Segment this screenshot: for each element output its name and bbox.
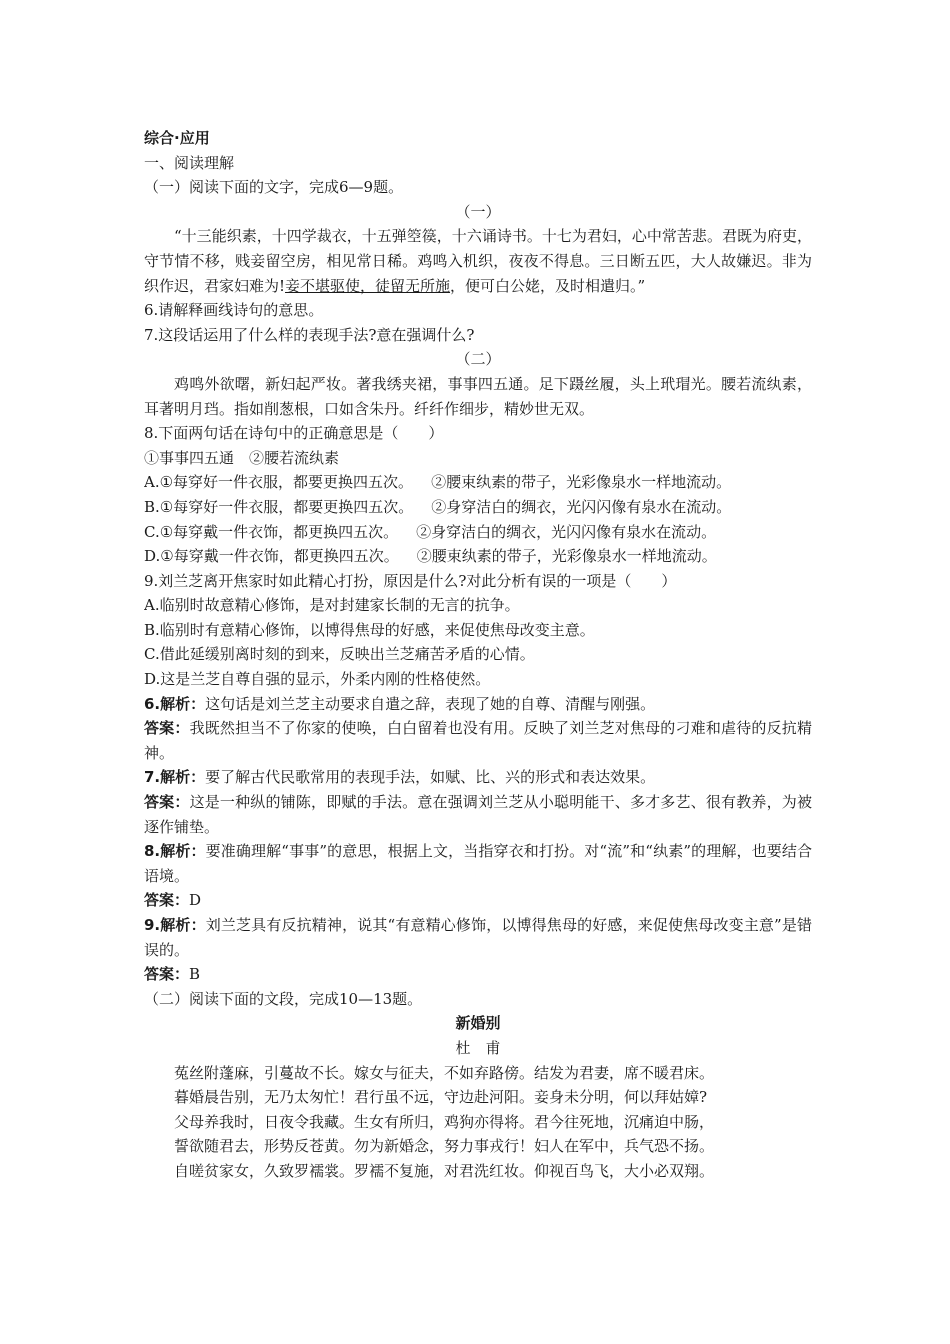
answer-9 [144, 962, 812, 987]
analysis-9-text: 刘兰芝具有反抗精神，说其“有意精心修饰，以博得焦母的好感，来促使焦母改变主意”是错误的。 [144, 916, 812, 959]
poem-line: 自嗟贫家女，久致罗襦裳。罗襦不复施，对君洗红妆。仰视百鸟飞，大小必双翔。 [174, 1161, 715, 1180]
q8-option-c-part1: C.①每穿戴一件衣饰，都更换四五次。 [144, 522, 399, 541]
q8-option-d-part1: D.①每穿戴一件衣饰，都更换四五次。 [144, 547, 399, 566]
answer-6 [144, 716, 812, 765]
group2-instruction: （二）阅读下面的文段，完成10—13题。 [144, 989, 423, 1008]
passage2-title: （二） [455, 350, 501, 369]
analysis-8 [144, 839, 812, 888]
analysis-7 [144, 765, 812, 790]
q8-option-d-part2: ②腰束纨素的带子，光彩像泉水一样地流动。 [416, 547, 717, 566]
q8-option-c-part2: ②身穿洁白的绸衣，光闪闪像有泉水在流动。 [416, 522, 717, 541]
analysis-6-text: 这句话是刘兰芝主动要求自遣之辞，表现了她的自尊、清醒与刚强。 [205, 694, 656, 713]
q8-option-b-part1: B.①每穿好一件衣服，都要更换四五次。 [144, 497, 414, 516]
analysis-7-text: 要了解古代民歌常用的表现手法，如赋、比、兴的形式和表达效果。 [205, 768, 656, 787]
underlined-verse: 妾不堪驱使，徒留无所施 [285, 276, 451, 295]
q8-option-c [144, 520, 812, 545]
q8-option-b-part2: ②身穿洁白的绸衣，光闪闪像有泉水在流动。 [431, 497, 732, 516]
answer-8-label: 答案： [144, 891, 190, 910]
passage1-text-a: “十三能织素，十四学裁衣，十五弹箜篌，十六诵诗书。十七为君妇，心中常苦悲。君既为府吏，守节情不移，贱妾留空房，相见常日稀。鸡鸣入机织，夜夜不得息。三日断五匹，大人故嫌迟。非为织作迟，君家妇难为! [144, 227, 812, 295]
answer-6-label: 答案： [144, 719, 190, 738]
analysis-9-label: 9.解析： [144, 916, 206, 934]
analysis-6 [144, 692, 812, 717]
q9-option-a: A.临别时故意精心修饰，是对封建家长制的无言的抗争。 [144, 596, 520, 615]
q8-option-d [144, 544, 812, 569]
poem-line: 誓欲随君去，形势反苍黄。勿为新婚念，努力事戎行！妇人在军中，兵气恐不扬。 [174, 1137, 715, 1156]
section-heading: 综合·应用 [144, 129, 210, 147]
part-heading: 一、阅读理解 [144, 153, 235, 172]
poem-author: 杜 甫 [455, 1038, 501, 1057]
analysis-6-label: 6.解析： [144, 694, 206, 713]
analysis-7-label: 7.解析： [144, 768, 206, 787]
passage1-title: （一） [455, 202, 501, 221]
q8-option-b [144, 495, 812, 520]
answer-7-text: 这是一种纵的铺陈，即赋的手法。意在强调刘兰芝从小聪明能干、多才多艺、很有教养，为被逐作铺垫。 [144, 793, 812, 836]
answer-8 [144, 888, 812, 913]
answer-9-text: B [189, 965, 201, 984]
analysis-8-text: 要准确理解“事事”的意思，根据上文，当指穿衣和打扮。对“流”和“纨素”的理解，也要结合语境。 [144, 842, 813, 885]
answer-9-label: 答案： [144, 965, 190, 984]
analysis-9 [144, 913, 812, 962]
passage1-text-b: ，便可白公姥，及时相遣归。” [450, 276, 646, 295]
answer-6-text: 我既然担当不了你家的使唤，白白留着也没有用。反映了刘兰芝对焦母的刁难和虐待的反抗精神。 [144, 719, 812, 762]
answer-7 [144, 790, 812, 839]
answer-7-label: 答案： [144, 793, 190, 812]
poem-title: 新婚别 [455, 1014, 501, 1033]
poem-line: 父母养我时，日夜令我藏。生女有所归，鸡狗亦得将。君今往死地，沉痛迫中肠， [174, 1112, 715, 1131]
q8-option-a-part1: A.①每穿好一件衣服，都要更换四五次。 [144, 473, 414, 492]
passage1-text [144, 224, 812, 298]
question-8: 8.下面两句话在诗句中的正确意思是（ ） [144, 424, 444, 443]
group1-instruction: （一）阅读下面的文字，完成6—9题。 [144, 178, 404, 197]
q8-option-a-part2: ②腰束纨素的带子，光彩像泉水一样地流动。 [431, 473, 732, 492]
question-6: 6.请解释画线诗句的意思。 [144, 301, 324, 320]
q8-option-a [144, 470, 812, 495]
poem-line: 菟丝附蓬麻，引蔓故不长。嫁女与征夫，不如弃路傍。结发为君妻，席不暖君床。 [174, 1063, 715, 1082]
question-7: 7.这段话运用了什么样的表现手法?意在强调什么? [144, 325, 475, 344]
q9-option-c: C.借此延缓别离时刻的到来，反映出兰芝痛苦矛盾的心情。 [144, 645, 535, 664]
analysis-8-label: 8.解析： [144, 842, 206, 861]
question-9: 9.刘兰芝离开焦家时如此精心打扮，原因是什么?对此分析有误的一项是（ ） [144, 571, 677, 590]
passage2-text: 鸡鸣外欲曙，新妇起严妆。著我绣夹裙，事事四五通。足下蹑丝履，头上玳瑁光。腰若流纨素，耳著明月珰。指如削葱根，口如含朱丹。纤纤作细步，精妙世无双。 [144, 374, 812, 418]
question-8-items: ①事事四五通 ②腰若流纨素 [144, 448, 340, 467]
q9-option-b: B.临别时有意精心修饰，以博得焦母的好感，来促使焦母改变主意。 [144, 620, 595, 639]
answer-8-text: D [189, 891, 202, 910]
poem-line: 暮婚晨告别，无乃太匆忙！君行虽不远，守边赴河阳。妾身未分明，何以拜姑嫜? [174, 1088, 708, 1107]
q9-option-d: D.这是兰芝自尊自强的显示，外柔内刚的性格使然。 [144, 670, 491, 689]
